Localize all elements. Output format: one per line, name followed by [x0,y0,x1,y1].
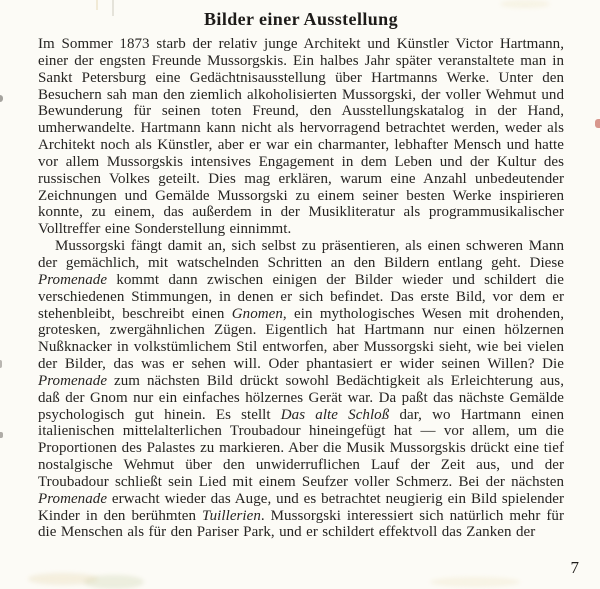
text-segment: erwacht wieder das Auge, und es betrachtet neugierig ein Bild spielender Kinder in den berühmten [38,490,564,524]
scan-artifact [595,119,600,128]
scan-artifact [28,573,98,585]
paragraph [38,36,564,238]
scan-artifact [500,0,550,8]
text-segment: , ein mythologisches Wesen mit drohenden, grotesken, zwergähnlichen Zügen. Eigentlich hat Hartmann nur einen hölzernen Nußknacker in volkstümlichem Stil entworfen, aber Mussorgski sieht, wie bei vielen der Bilder, das was er sehen will. Oder phantasiert er wider seinen Willen? Die [38,305,564,373]
text-segment: kommt dann zwischen einigen der Bilder wieder und schildert die verschiedenen Stimmungen, in denen er sich befindet. Das erste Bild, vor dem er stehenbleibt, beschreibt einen [38,271,564,322]
text-segment: zum nächsten Bild drückt sowohl Bedächtigkeit als Erleichterung aus, daß der Gnom nur ein einfaches hölzernes Gerät war. Da paßt das nächste Gemälde psychologisch gut hinein. Es stellt [38,372,564,423]
text-segment: Im Sommer 1873 starb der relativ junge Architekt und Künstler Victor Hartmann, einer der engsten Freunde Mussorgskis. Ein halbes Jahr später veranstaltete man in Sankt Petersburg eine Gedächtnisausstellung über Hartmanns Werke. Unter den Besuchern sah man den ziemlich alkoholisierten Mussorgski, der voller Wehmut und Bewunderung für seinen toten Freund, den Ausstellungskatalog in der Hand, umherwandelte. Hartmann kann nicht als hervorragend betrachtet werden, weder als Architekt noch als Künstler, aber er war ein charmanter, lebhafter Mensch und hatte vor allem Mussorgskis intensives Engagement in dem Leben und der Kultur des russischen Volkes geteilt. Dies mag erklären, warum eine Anzahl unbedeutender Zeichnungen und Gemälde Mussorgski zu einem seiner besten Werke inspirieren konnte, zu einem, das außerdem in der Musikliteratur als programmusikalischer Volltreffer eine Sonderstellung einnimmt. [38,36,564,238]
page-title: Bilder einer Ausstellung [204,9,398,29]
text-segment: Gnomen [231,305,283,322]
text-segment: . Mussorgski interessiert sich natürlich mehr für die Menschen als für den Pariser Park, und er schildert effektvoll das Zanken der [38,507,564,541]
text-segment: Mussorgski fängt damit an, sich selbst zu präsentieren, als einen schweren Mann der gemächlich, mit watschelnden Schritten an den Bildern entlang geht. Diese [38,238,564,271]
scan-artifact [0,95,3,102]
text-segment: Promenade [38,271,108,288]
text-segment: Promenade [38,372,108,389]
text-segment: Das alte Schloß [280,406,390,423]
page-content [38,9,564,541]
body-text [38,36,564,541]
scan-artifact [0,432,3,438]
paragraph [38,238,564,541]
page-number: 7 [570,558,579,577]
text-segment: dar, wo Hartmann einen italienischen mittelalterlichen Troubadour hineingefügt hat — vor allem, um die Proportionen des Palastes zu markieren. Aber die Musik Mussorgskis drückt eine tief nostalgische Wehmut über den unwiderruflichen Lauf der Zeit aus, und der Troubadour schließt sein Lied mit einem Seufzer voller Schmerz. Bei der nächsten [38,406,564,490]
scan-artifact [84,575,144,589]
text-segment: Tuillerien [202,507,261,524]
scan-artifact [0,360,2,368]
text-segment: Promenade [38,490,108,507]
scan-artifact [430,577,520,587]
